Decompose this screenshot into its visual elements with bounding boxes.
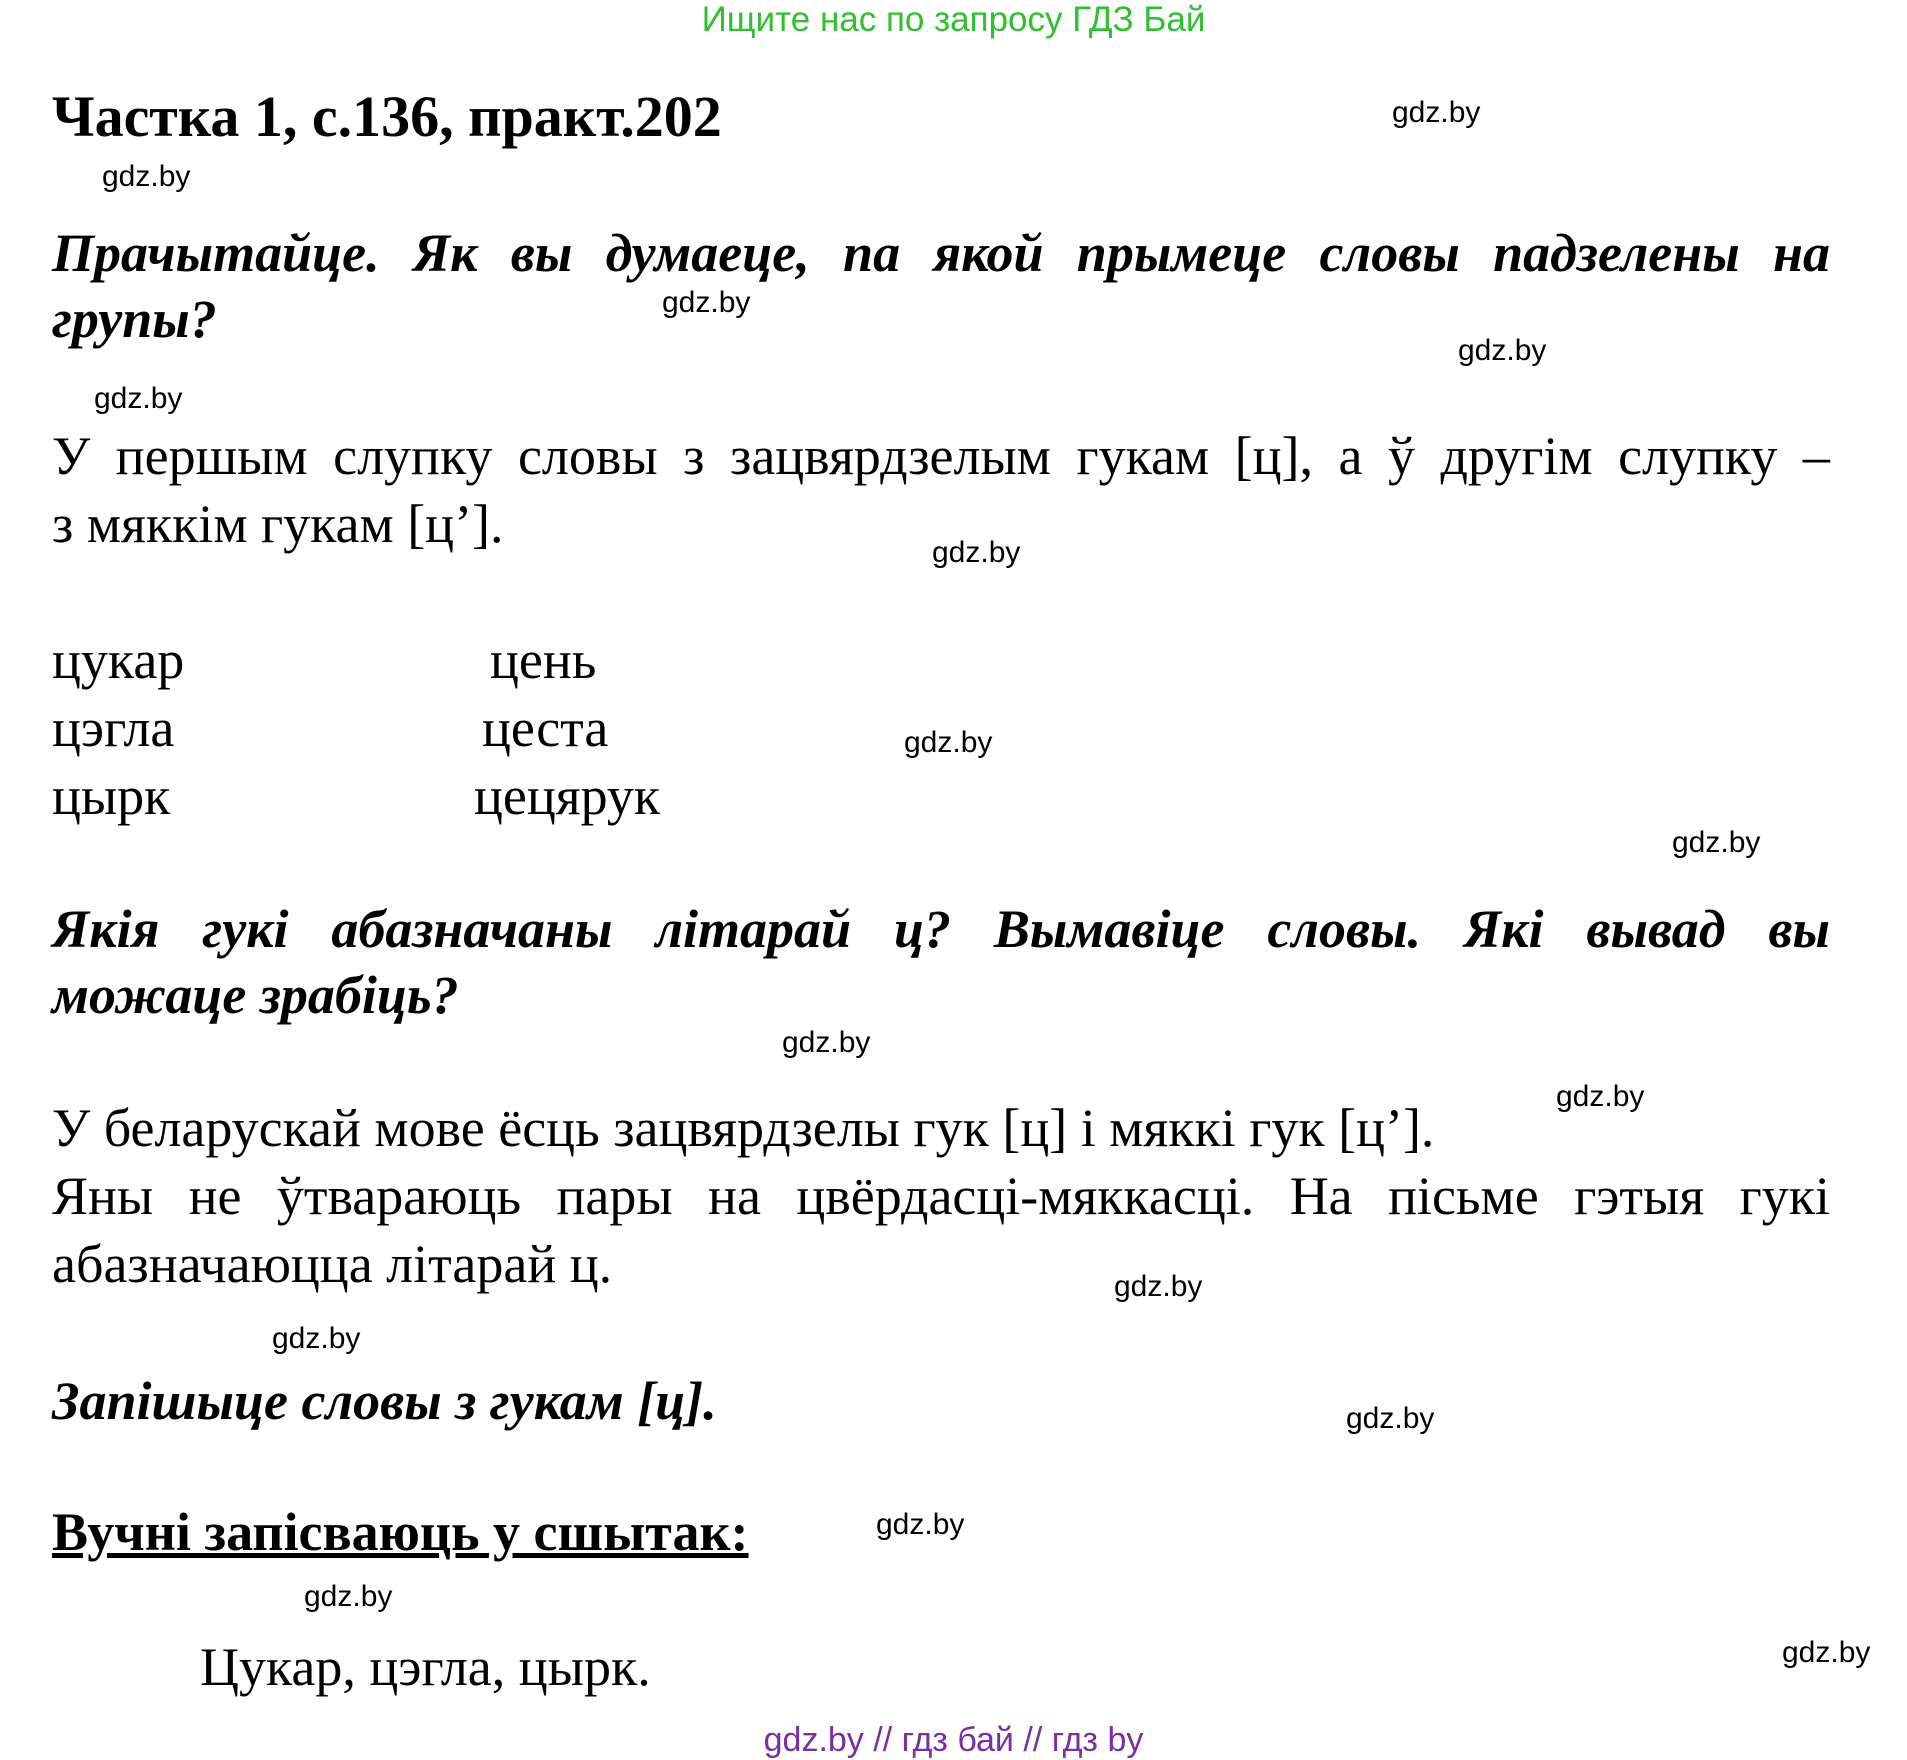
watermark: gdz.by (102, 160, 191, 193)
word: вы (510, 223, 573, 283)
watermark: gdz.by (1458, 334, 1547, 367)
word: прымеце (1076, 223, 1287, 283)
word: думаеце, (605, 223, 810, 283)
left-column-word: цэгла (52, 698, 175, 758)
watermark: gdz.by (1392, 96, 1481, 129)
word: першым (115, 426, 308, 486)
word: ўтвараюць (276, 1166, 522, 1226)
word: – (1802, 426, 1830, 486)
word: на (1772, 223, 1830, 283)
watermark: gdz.by (876, 1508, 965, 1541)
top-banner: Ищите нас по запросу ГДЗ Бай (701, 0, 1206, 39)
word: Вымавіце (993, 899, 1225, 959)
watermark: gdz.by (932, 536, 1021, 569)
watermark: gdz.by (1556, 1080, 1645, 1113)
word: абазначаны (331, 899, 613, 959)
watermark: gdz.by (272, 1322, 361, 1355)
watermark: gdz.by (94, 382, 183, 415)
footer: gdz.by // гдз бай // гдз by (763, 1721, 1144, 1759)
right-column-word: цень (490, 630, 597, 690)
watermark: gdz.by (904, 726, 993, 759)
word: цвёрдасці-мяккасці. (796, 1166, 1255, 1226)
word: На (1289, 1166, 1353, 1226)
word: вывад (1586, 899, 1726, 959)
word: Яны (52, 1166, 154, 1226)
word: якой (933, 223, 1044, 283)
word: гукам (1076, 426, 1210, 486)
word: пісьме (1388, 1166, 1539, 1226)
watermark: gdz.by (1672, 826, 1761, 859)
question-1-line-1 (52, 222, 1830, 284)
word: вы (1768, 899, 1830, 959)
watermark: gdz.by (1114, 1270, 1203, 1303)
word: на (708, 1166, 761, 1226)
word: словы. (1267, 899, 1422, 959)
word: літарай (655, 899, 852, 959)
watermark: gdz.by (304, 1580, 393, 1613)
page-title: Частка 1, с.136, практ.202 (52, 84, 722, 149)
word: Якія (52, 899, 160, 959)
watermark: gdz.by (1346, 1402, 1435, 1435)
word: словы (1319, 223, 1460, 283)
word: У (52, 426, 91, 486)
word: па (843, 223, 901, 283)
word: ц? (893, 899, 951, 959)
word: падзелены (1493, 223, 1740, 283)
word: ў (1388, 426, 1415, 486)
word: Які (1463, 899, 1544, 959)
task-text: Запішыце словы з гукам [ц]. (52, 1371, 717, 1431)
watermark: gdz.by (782, 1026, 871, 1059)
word: з (683, 426, 705, 486)
answer-1-line-2: з мяккім гукам [ц’]. (52, 494, 504, 554)
word: слупку (1618, 426, 1778, 486)
notebook-title: Вучні запісваюць у сшытак: (52, 1502, 749, 1562)
word: другім (1440, 426, 1593, 486)
answer-2-line-3: абазначаюцца літарай ц. (52, 1234, 613, 1294)
word: пары (556, 1166, 673, 1226)
right-column-word: цецярук (474, 766, 661, 826)
word: гукі (202, 899, 289, 959)
answer-2-line-2 (52, 1164, 1830, 1228)
right-column-word: цеста (482, 698, 609, 758)
left-column-word: цырк (52, 766, 171, 826)
word: а (1338, 426, 1363, 486)
word: Прачытайце. (52, 223, 380, 283)
word: слупку (333, 426, 493, 486)
answer-1-line-1 (52, 424, 1830, 488)
watermark: gdz.by (1782, 1636, 1871, 1669)
word: словы (517, 426, 658, 486)
question-1-line-2: групы? (52, 289, 217, 349)
word: зацвярдзелым (729, 426, 1051, 486)
word: гукі (1739, 1166, 1830, 1226)
word: не (188, 1166, 242, 1226)
word: гэтыя (1574, 1166, 1705, 1226)
notebook-answer: Цукар, цэгла, цырк. (200, 1637, 651, 1697)
word: Як (412, 223, 478, 283)
left-column-word: цукар (52, 630, 185, 690)
question-2-line-2: можаце зрабіць? (52, 965, 459, 1025)
word: [ц], (1234, 426, 1314, 486)
watermark: gdz.by (662, 286, 751, 319)
question-2-line-1 (52, 898, 1830, 960)
answer-2-line-1: У беларускай мове ёсць зацвярдзелы гук [ц] і мяккі гук [ц’]. (52, 1098, 1435, 1158)
